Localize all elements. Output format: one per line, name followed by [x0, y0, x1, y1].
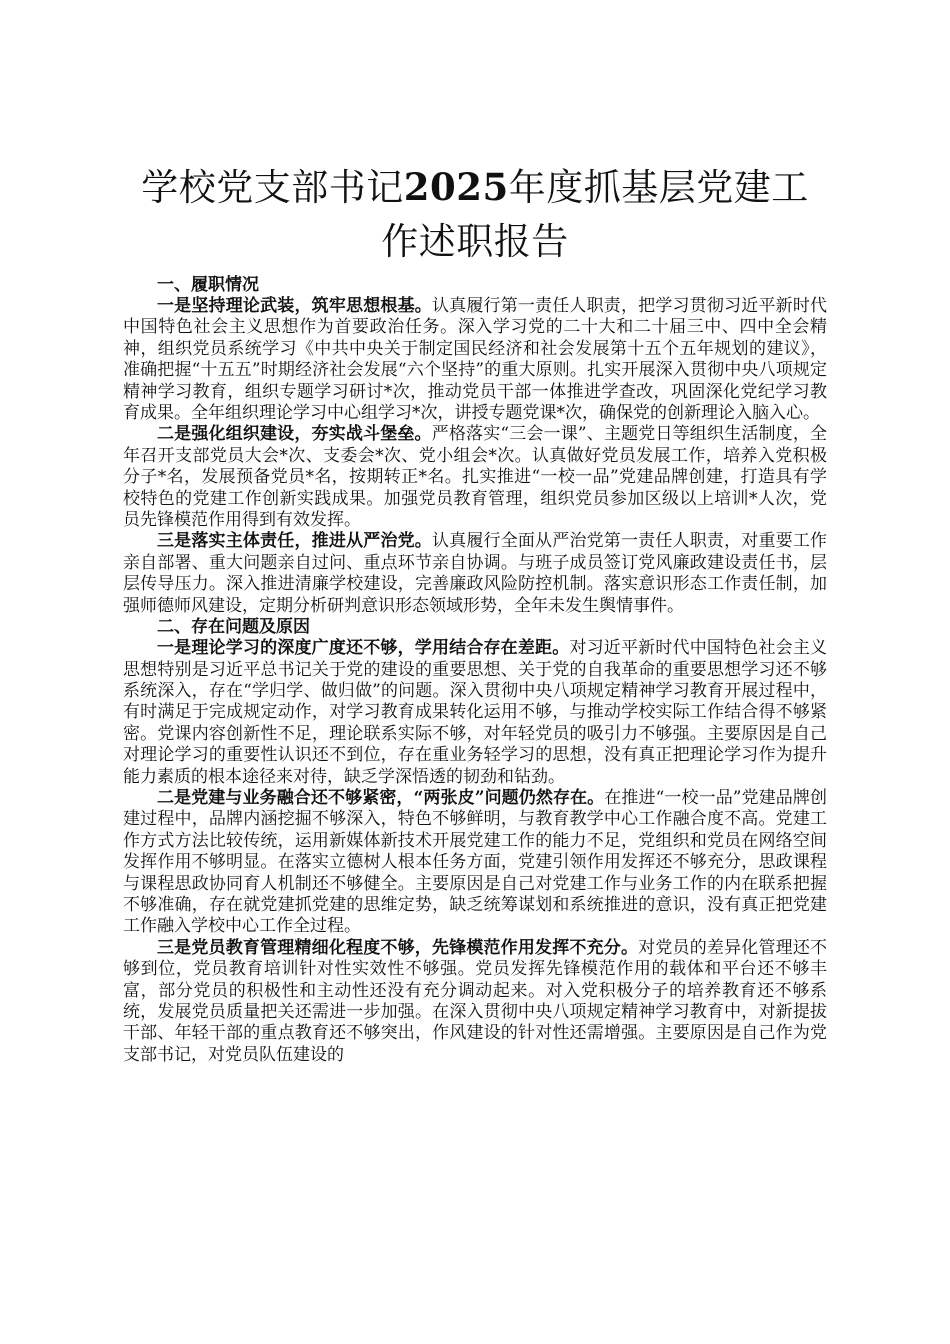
paragraph-problem-2: [123, 788, 827, 938]
paragraph-lead: 三是落实主体责任，推进从严治党。: [157, 531, 432, 552]
paragraph-duty-1: [123, 296, 827, 424]
title-year: 2025: [403, 165, 509, 209]
paragraph-lead: 二是强化组织建设，夯实战斗堡垒。: [157, 424, 432, 445]
paragraph-problem-3: [123, 938, 827, 1066]
paragraph-body: 对党员的差异化管理还不够到位，党员教育培训针对性实效性不够强。党员发挥先锋模范作用的载体和平台还不够丰富，部分党员的积极性和主动性还没有充分调动起来。对入党积极分子的培养教育还不够系统，发展党员质量把关还需进一步加强。在深入贯彻中央八项规定精神学习教育中，对新提拔干部、年轻干部的重点教育还不够突出，作风建设的针对性还需增强。主要原因是自己作为党支部书记，对党员队伍建设的: [123, 937, 828, 1065]
section-heading-problems: 二、存在问题及原因: [157, 617, 310, 638]
title-part2: 年度抓基层党建工作述职报告: [381, 166, 809, 263]
document-title: [123, 160, 827, 269]
title-part1: 学校党支部书记: [141, 166, 404, 209]
paragraph-body: 认真履行全面从严治党第一责任人职责，对重要工作亲自部署、重大问题亲自过问、重点环节亲自协调。与班子成员签订党风廉政建设责任书，层层传导压力。深入推进清廉学校建设，完善廉政风险防控机制。落实意识形态工作责任制，加强师德师风建设，定期分析研判意识形态领域形势，全年未发生舆情事件。: [123, 531, 828, 616]
paragraph-lead: 一是坚持理论武装，筑牢思想根基。: [157, 296, 432, 316]
paragraph-duty-3: [123, 531, 827, 617]
paragraph-lead: 三是党员教育管理精细化程度不够，先锋模范作用发挥不充分。: [157, 937, 639, 958]
document-page: [123, 160, 827, 1066]
paragraph-body: 对习近平新时代中国特色社会主义思想特别是习近平总书记关于党的建设的重要思想、关于党的自我革命的重要思想学习还不够系统深入，存在“学归学、做归做”的问题。深入贯彻中央八项规定精神学习教育开展过程中，有时满足于完成规定动作，对学习教育成果转化运用不够，与推动学校实际工作结合得不够紧密。党课内容创新性不足，理论联系实际不够，对年轻党员的吸引力不够强。主要原因是自己对理论学习的重要性认识还不到位，存在重业务轻学习的思想，没有真正把理论学习作为提升能力素质的根本途径来对待，缺乏学深悟透的韧劲和钻劲。: [123, 638, 828, 787]
paragraph-lead: 一是理论学习的深度广度还不够，学用结合存在差距。: [157, 638, 570, 659]
paragraph-lead: 二是党建与业务融合还不够紧密，“两张皮”问题仍然存在。: [157, 787, 605, 808]
paragraph-body: 认真履行第一责任人职责，把学习贯彻习近平新时代中国特色社会主义思想作为首要政治任务。深入学习党的二十大和二十届三中、四中全会精神，组织党员系统学习《中共中央关于制定国民经济和社会发展第十五个五年规划的建议》，准确把握“十五五”时期经济社会发展“六个坚持”的重大原则。扎实开展深入贯彻中央八项规定精神学习教育，组织专题学习研讨*次，推动党员干部一体推进学查改，巩固深化党纪学习教育成果。全年组织理论学习中心组学习*次，讲授专题党课*次，确保党的创新理论入脑入心。: [123, 296, 828, 424]
paragraph-problem-1: [123, 638, 827, 788]
paragraph-duty-2: [123, 424, 827, 531]
paragraph-body: 在推进“一校一品”党建品牌创建过程中，品牌内涵挖掘不够深入，特色不够鲜明，与教育教学中心工作融合度不高。党建工作方式方法比较传统，运用新媒体新技术开展党建工作的能力不足，党组织和党员在网络空间发挥作用不够明显。在落实立德树人根本任务方面，党建引领作用发挥还不够充分，思政课程与课程思政协同育人机制还不够健全。主要原因是自己对党建工作与业务工作的内在联系把握不够准确，存在就党建抓党建的思维定势，缺乏统筹谋划和系统推进的意识，没有真正把党建工作融入学校中心工作全过程。: [123, 787, 827, 937]
paragraph-body: 严格落实“三会一课”、主题党日等组织生活制度，全年召开支部党员大会*次、支委会*次、党小组会*次。认真做好党员发展工作，培养入党积极分子*名，发展预备党员*名，按期转正*名。扎实推进“一校一品”党建品牌创建，打造具有学校特色的党建工作创新实践成果。加强党员教育管理，组织党员参加区级以上培训*人次，党员先锋模范作用得到有效发挥。: [123, 424, 827, 531]
section-heading-duties: 一、履职情况: [157, 275, 259, 295]
